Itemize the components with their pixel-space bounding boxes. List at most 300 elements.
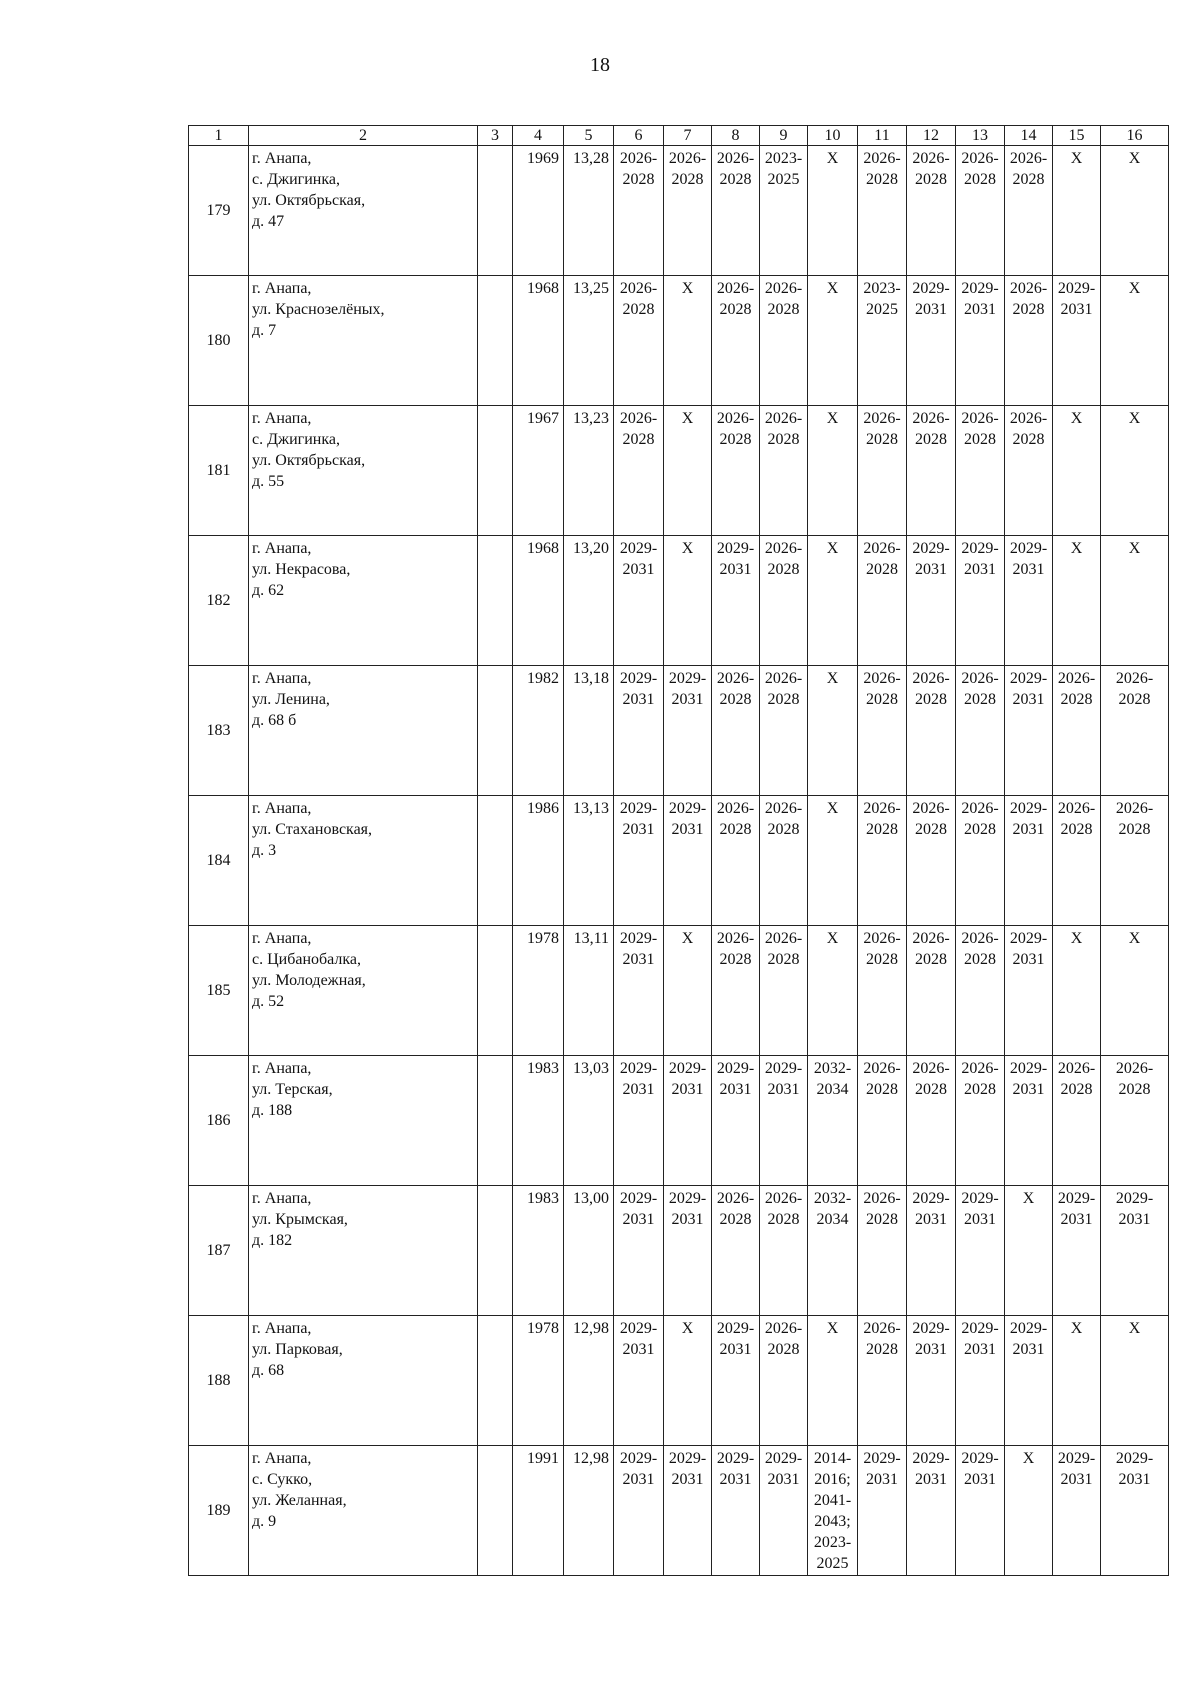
period-line: 2028 (866, 691, 898, 708)
period-line: X (681, 540, 694, 557)
period-line: 2031 (964, 301, 996, 318)
address-cell (249, 796, 478, 926)
period-cell-col-16 (1101, 1446, 1169, 1576)
column-header-10: 10 (808, 126, 858, 146)
period-cell-col-15 (1053, 1186, 1101, 1316)
period-cell-col-15 (1053, 666, 1101, 796)
address-line: ул. Молодежная, (252, 972, 366, 989)
period-line: 2028 (915, 691, 947, 708)
address-line: ул. Некрасова, (252, 561, 351, 578)
row-number: 183 (189, 666, 249, 796)
column-header-16: 16 (1101, 126, 1169, 146)
period-cell-col-13 (956, 146, 1005, 276)
period-line: 2026- (1057, 800, 1096, 817)
period-cell-col-7 (664, 796, 712, 926)
period-cell-col-8 (712, 536, 760, 666)
address-cell (249, 1056, 478, 1186)
table-row (189, 536, 1169, 666)
period-cell-col-9 (760, 666, 808, 796)
period-line: 2029- (1057, 280, 1096, 297)
period-line: 2029- (961, 1450, 999, 1467)
period-cell-col-10 (808, 666, 858, 796)
period-line: 2026- (1115, 670, 1154, 687)
period-cell-col-8 (712, 1446, 760, 1576)
period-line: X (1128, 930, 1141, 947)
period-cell-col-11 (858, 1186, 907, 1316)
period-line: 2028 (866, 821, 898, 838)
period-line: 2026- (1009, 410, 1048, 427)
period-cell-col-13 (956, 536, 1005, 666)
period-line: 2031 (1060, 1211, 1093, 1228)
period-line: 2028 (767, 821, 800, 838)
period-line: 2031 (915, 1471, 947, 1488)
page-number: 18 (590, 54, 610, 76)
period-line: 2029- (619, 1450, 658, 1467)
row-number: 188 (189, 1316, 249, 1446)
period-line: 2026- (912, 410, 950, 427)
period-cell-col-13 (956, 926, 1005, 1056)
address-cell (249, 666, 478, 796)
year-cell: 1991 (513, 1446, 564, 1576)
period-cell-col-15 (1053, 1316, 1101, 1446)
period-line: 2028 (1118, 691, 1151, 708)
table-row (189, 406, 1169, 536)
period-cell-col-12 (907, 276, 956, 406)
period-cell-col-11 (858, 796, 907, 926)
period-line: 2026- (716, 1190, 755, 1207)
period-line: X (826, 1320, 839, 1337)
period-cell-col-15 (1053, 926, 1101, 1056)
period-line: 2031 (719, 1341, 752, 1358)
period-cell-col-14 (1005, 146, 1053, 276)
address-line: г. Анапа, (252, 150, 312, 167)
period-line: 2029- (619, 800, 658, 817)
period-cell-col-10 (808, 406, 858, 536)
period-line: 2028 (866, 1211, 898, 1228)
period-line: X (1128, 150, 1141, 167)
period-line: 2029- (619, 1190, 658, 1207)
address-line: д. 55 (252, 473, 285, 490)
period-cell-col-7 (664, 1186, 712, 1316)
period-cell-col-10 (808, 1316, 858, 1446)
period-cell-col-12 (907, 926, 956, 1056)
period-line: 2025 (866, 301, 898, 318)
period-line: 2026- (716, 410, 755, 427)
period-line: X (1070, 410, 1083, 427)
period-cell-col-9 (760, 1186, 808, 1316)
row-number: 182 (189, 536, 249, 666)
period-cell-col-8 (712, 1056, 760, 1186)
period-cell-col-13 (956, 1056, 1005, 1186)
period-cell-col-9 (760, 1446, 808, 1576)
period-line: 2029- (863, 1450, 901, 1467)
period-line: 2031 (1118, 1471, 1151, 1488)
period-line: 2032- (813, 1060, 852, 1077)
period-line: 2026- (716, 930, 755, 947)
address-line: г. Анапа, (252, 670, 312, 687)
column-3-cell (478, 276, 513, 406)
period-line: 2026- (764, 1190, 803, 1207)
period-cell-col-11 (858, 1316, 907, 1446)
period-line: 2043; (814, 1513, 851, 1530)
address-line: г. Анапа, (252, 1060, 312, 1077)
period-line: 2031 (671, 1081, 704, 1098)
period-cell-col-16 (1101, 1316, 1169, 1446)
column-header-3: 3 (478, 126, 513, 146)
period-line: 2026- (912, 1060, 950, 1077)
period-cell-col-14 (1005, 926, 1053, 1056)
row-number: 187 (189, 1186, 249, 1316)
column-3-cell (478, 536, 513, 666)
period-cell-col-8 (712, 796, 760, 926)
address-line: д. 52 (252, 993, 285, 1010)
address-cell (249, 1186, 478, 1316)
period-line: 2028 (866, 561, 898, 578)
year-cell: 1983 (513, 1056, 564, 1186)
period-cell-col-11 (858, 276, 907, 406)
period-cell-col-11 (858, 1056, 907, 1186)
period-line: 2028 (767, 1341, 800, 1358)
period-line: X (826, 410, 839, 427)
period-cell-col-15 (1053, 536, 1101, 666)
period-line: 2026- (863, 540, 901, 557)
period-cell-col-7 (664, 666, 712, 796)
period-cell-col-14 (1005, 666, 1053, 796)
period-cell-col-13 (956, 1446, 1005, 1576)
period-line: 2026- (668, 150, 707, 167)
period-line: 2028 (767, 301, 800, 318)
period-cell-col-12 (907, 1056, 956, 1186)
period-line: 2031 (915, 1211, 947, 1228)
column-number-header (189, 126, 1169, 146)
period-line: X (826, 150, 839, 167)
period-line: 2029- (912, 280, 950, 297)
period-line: 2029- (716, 1320, 755, 1337)
period-line: 2026- (1009, 150, 1048, 167)
period-cell-col-16 (1101, 926, 1169, 1056)
period-line: 2028 (1012, 431, 1045, 448)
period-line: 2028 (1118, 1081, 1151, 1098)
period-line: 2031 (1060, 301, 1093, 318)
year-cell: 1968 (513, 276, 564, 406)
period-cell-col-15 (1053, 276, 1101, 406)
period-line: 2028 (719, 301, 752, 318)
period-cell-col-8 (712, 666, 760, 796)
period-line: 2026- (1115, 1060, 1154, 1077)
period-line: 2029- (764, 1450, 803, 1467)
value-cell: 13,13 (564, 796, 614, 926)
period-line: 2026- (716, 150, 755, 167)
period-line: 2031 (622, 951, 655, 968)
period-line: 2028 (719, 1211, 752, 1228)
period-cell-col-7 (664, 1446, 712, 1576)
period-line: 2031 (767, 1471, 800, 1488)
period-cell-col-9 (760, 406, 808, 536)
row-number: 180 (189, 276, 249, 406)
period-line: 2031 (1012, 1341, 1045, 1358)
period-line: 2026- (912, 800, 950, 817)
row-number: 189 (189, 1446, 249, 1576)
period-line: 2026- (764, 670, 803, 687)
period-line: 2026- (716, 670, 755, 687)
value-cell: 12,98 (564, 1316, 614, 1446)
period-cell-col-7 (664, 146, 712, 276)
period-cell-col-11 (858, 666, 907, 796)
period-cell-col-9 (760, 1056, 808, 1186)
period-cell-col-13 (956, 406, 1005, 536)
period-line: 2026- (764, 410, 803, 427)
period-line: X (1128, 410, 1141, 427)
register-table (188, 125, 1169, 1576)
column-3-cell (478, 926, 513, 1056)
period-line: 2029- (1009, 540, 1048, 557)
period-line: 2026- (912, 930, 950, 947)
period-line: 2028 (866, 951, 898, 968)
row-number: 186 (189, 1056, 249, 1186)
period-line: 2029- (1009, 800, 1048, 817)
period-line: 2028 (622, 301, 655, 318)
period-line: 2028 (915, 171, 947, 188)
period-cell-col-14 (1005, 1446, 1053, 1576)
period-cell-col-9 (760, 146, 808, 276)
column-3-cell (478, 1446, 513, 1576)
period-line: 2028 (915, 821, 947, 838)
period-cell-col-10 (808, 1446, 858, 1576)
period-cell-col-9 (760, 926, 808, 1056)
address-line: г. Анапа, (252, 540, 312, 557)
period-line: 2026- (764, 280, 803, 297)
address-line: ул. Ленина, (252, 691, 330, 708)
period-cell-col-6 (614, 1056, 664, 1186)
period-cell-col-16 (1101, 536, 1169, 666)
period-line: 2029- (912, 1190, 950, 1207)
table-row (189, 276, 1169, 406)
period-line: X (1128, 280, 1141, 297)
period-cell-col-15 (1053, 146, 1101, 276)
period-cell-col-10 (808, 926, 858, 1056)
address-line: г. Анапа, (252, 1190, 312, 1207)
address-cell (249, 406, 478, 536)
period-line: X (681, 280, 694, 297)
table-row (189, 796, 1169, 926)
period-cell-col-14 (1005, 276, 1053, 406)
period-line: 2023- (764, 150, 803, 167)
period-line: 2029- (1115, 1190, 1154, 1207)
period-line: 2028 (671, 171, 704, 188)
header-row (189, 126, 1169, 146)
period-line: 2031 (964, 1341, 996, 1358)
period-line: 2028 (622, 431, 655, 448)
period-cell-col-10 (808, 1056, 858, 1186)
period-cell-col-12 (907, 1316, 956, 1446)
address-line: г. Анапа, (252, 410, 312, 427)
period-cell-col-8 (712, 926, 760, 1056)
column-header-1: 1 (189, 126, 249, 146)
period-line: 2028 (964, 1081, 996, 1098)
column-header-15: 15 (1053, 126, 1101, 146)
period-cell-col-16 (1101, 406, 1169, 536)
address-cell (249, 146, 478, 276)
period-line: 2028 (964, 821, 996, 838)
period-line: 2031 (622, 821, 655, 838)
column-3-cell (478, 1056, 513, 1186)
period-cell-col-8 (712, 276, 760, 406)
column-header-4: 4 (513, 126, 564, 146)
period-line: 2028 (719, 821, 752, 838)
value-cell: 13,20 (564, 536, 614, 666)
period-cell-col-8 (712, 1316, 760, 1446)
period-line: 2031 (767, 1081, 800, 1098)
period-line: 2031 (671, 1471, 704, 1488)
period-cell-col-6 (614, 536, 664, 666)
period-line: 2028 (1060, 821, 1093, 838)
period-line: 2029- (961, 540, 999, 557)
column-3-cell (478, 1186, 513, 1316)
period-line: 2031 (719, 561, 752, 578)
period-line: 2025 (816, 1555, 849, 1572)
address-line: г. Анапа, (252, 800, 312, 817)
address-line: д. 68 б (252, 712, 297, 729)
address-line: ул. Краснозелёных, (252, 301, 385, 318)
table-row (189, 146, 1169, 276)
table-row (189, 1056, 1169, 1186)
period-line: 2026- (961, 800, 999, 817)
value-cell: 13,11 (564, 926, 614, 1056)
row-number: 185 (189, 926, 249, 1056)
period-line: 2031 (1012, 691, 1045, 708)
column-header-11: 11 (858, 126, 907, 146)
column-header-2: 2 (249, 126, 478, 146)
period-line: X (681, 1320, 694, 1337)
period-line: 2028 (767, 951, 800, 968)
value-cell: 12,98 (564, 1446, 614, 1576)
period-line: 2031 (719, 1081, 752, 1098)
period-line: 2028 (767, 1211, 800, 1228)
period-line: 2026- (912, 670, 950, 687)
period-cell-col-13 (956, 1316, 1005, 1446)
period-line: 2026- (619, 150, 658, 167)
address-line: г. Анапа, (252, 280, 312, 297)
period-cell-col-16 (1101, 146, 1169, 276)
period-line: 2023- (813, 1534, 852, 1551)
address-line: с. Джигинка, (252, 431, 340, 448)
period-line: X (1070, 540, 1083, 557)
period-line: 2014- (813, 1450, 852, 1467)
period-line: X (1128, 540, 1141, 557)
period-cell-col-12 (907, 146, 956, 276)
year-cell: 1983 (513, 1186, 564, 1316)
period-cell-col-6 (614, 406, 664, 536)
period-cell-col-14 (1005, 536, 1053, 666)
period-line: 2028 (767, 431, 800, 448)
period-line: 2029- (619, 1320, 658, 1337)
period-line: 2028 (1060, 1081, 1093, 1098)
period-cell-col-12 (907, 666, 956, 796)
period-cell-col-7 (664, 536, 712, 666)
period-cell-col-13 (956, 796, 1005, 926)
period-line: 2028 (767, 561, 800, 578)
column-3-cell (478, 1316, 513, 1446)
period-cell-col-15 (1053, 1056, 1101, 1186)
period-cell-col-11 (858, 406, 907, 536)
value-cell: 13,25 (564, 276, 614, 406)
period-line: 2026- (961, 930, 999, 947)
year-cell: 1967 (513, 406, 564, 536)
period-cell-col-16 (1101, 276, 1169, 406)
period-line: 2028 (866, 1341, 898, 1358)
period-cell-col-14 (1005, 1186, 1053, 1316)
period-cell-col-6 (614, 146, 664, 276)
period-line: 2029- (668, 670, 707, 687)
period-line: 2026- (863, 410, 901, 427)
period-cell-col-10 (808, 536, 858, 666)
period-line: 2031 (964, 1211, 996, 1228)
period-cell-col-7 (664, 276, 712, 406)
period-line: 2029- (668, 1190, 707, 1207)
period-line: 2031 (671, 1211, 704, 1228)
period-line: X (1128, 1320, 1141, 1337)
period-line: 2031 (1012, 561, 1045, 578)
column-header-7: 7 (664, 126, 712, 146)
value-cell: 13,00 (564, 1186, 614, 1316)
period-line: 2031 (671, 821, 704, 838)
period-line: 2026- (764, 800, 803, 817)
address-line: с. Сукко, (252, 1471, 313, 1488)
period-cell-col-13 (956, 666, 1005, 796)
period-line: 2029- (1057, 1450, 1096, 1467)
column-3-cell (478, 666, 513, 796)
period-line: 2029- (668, 1450, 707, 1467)
period-line: 2031 (915, 301, 947, 318)
period-line: 2026- (863, 1190, 901, 1207)
period-line: 2041- (813, 1492, 852, 1509)
period-cell-col-9 (760, 276, 808, 406)
column-3-cell (478, 146, 513, 276)
address-line: г. Анапа, (252, 1450, 312, 1467)
address-line: ул. Терская, (252, 1081, 333, 1098)
period-line: 2029- (619, 1060, 658, 1077)
period-cell-col-10 (808, 796, 858, 926)
period-cell-col-15 (1053, 1446, 1101, 1576)
address-line: д. 188 (252, 1102, 293, 1119)
address-line: ул. Октябрьская, (252, 452, 366, 469)
year-cell: 1978 (513, 1316, 564, 1446)
address-line: с. Джигинка, (252, 171, 340, 188)
table-body (189, 146, 1169, 1576)
column-header-5: 5 (564, 126, 614, 146)
period-line: 2028 (915, 1081, 947, 1098)
period-line: 2029- (1009, 1060, 1048, 1077)
period-line: 2031 (964, 561, 996, 578)
period-line: X (1070, 1320, 1083, 1337)
period-line: 2028 (719, 951, 752, 968)
period-line: 2029- (912, 540, 950, 557)
period-cell-col-14 (1005, 406, 1053, 536)
period-line: 2026- (961, 150, 999, 167)
period-line: 2031 (1012, 1081, 1045, 1098)
period-line: 2034 (816, 1081, 849, 1098)
period-cell-col-6 (614, 796, 664, 926)
period-cell-col-9 (760, 1316, 808, 1446)
address-line: г. Анапа, (252, 1320, 312, 1337)
period-line: X (826, 540, 839, 557)
year-cell: 1982 (513, 666, 564, 796)
period-line: 2029- (619, 930, 658, 947)
column-header-14: 14 (1005, 126, 1053, 146)
period-line: 2029- (1009, 670, 1048, 687)
address-line: д. 47 (252, 213, 285, 230)
period-line: X (826, 930, 839, 947)
